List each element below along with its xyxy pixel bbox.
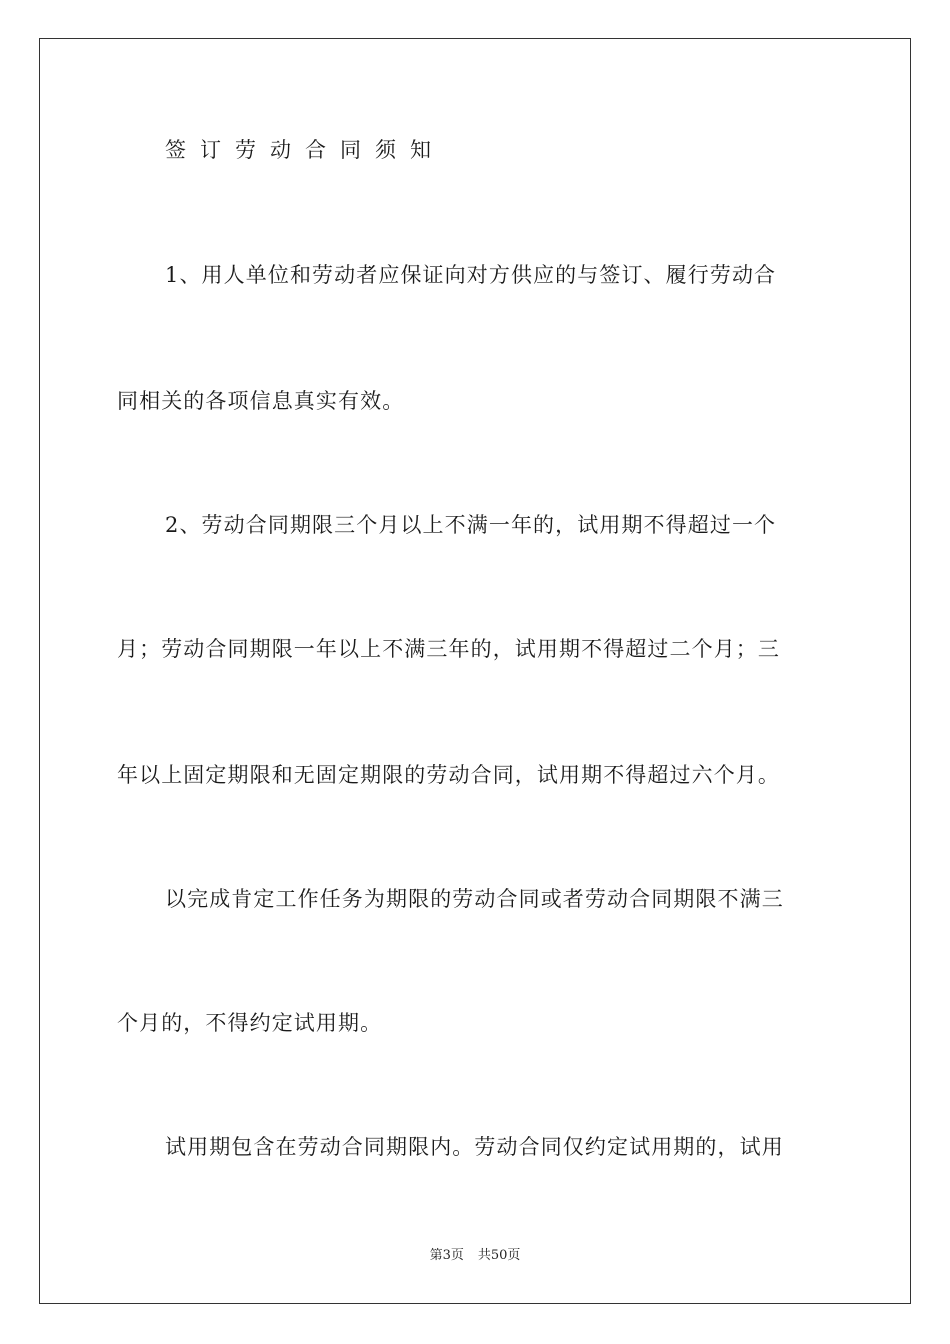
paragraph-line: 个月的，不得约定试用期。 xyxy=(117,1011,383,1035)
paragraph-line: 试用期包含在劳动合同期限内。劳动合同仅约定试用期的，试用 xyxy=(165,1135,784,1159)
page-total: 共50页 xyxy=(477,1248,521,1263)
page-border xyxy=(39,38,911,1304)
paragraph-line: 2、劳动合同期限三个月以上不满一年的，试用期不得超过一个 xyxy=(165,513,777,537)
paragraph-line: 以完成肯定工作任务为期限的劳动合同或者劳动合同期限不满三 xyxy=(165,887,784,911)
page-number: 第3页 xyxy=(429,1248,464,1263)
paragraph-line: 年以上固定期限和无固定期限的劳动合同，试用期不得超过六个月。 xyxy=(117,763,780,787)
paragraph-line: 月；劳动合同期限一年以上不满三年的，试用期不得超过二个月；三 xyxy=(117,637,780,661)
document-title: 签订劳动合同须知 xyxy=(165,138,445,162)
paragraph-line: 1、用人单位和劳动者应保证向对方供应的与签订、履行劳动合 xyxy=(165,263,777,287)
paragraph-line: 同相关的各项信息真实有效。 xyxy=(117,389,405,413)
page-footer xyxy=(0,1247,950,1265)
